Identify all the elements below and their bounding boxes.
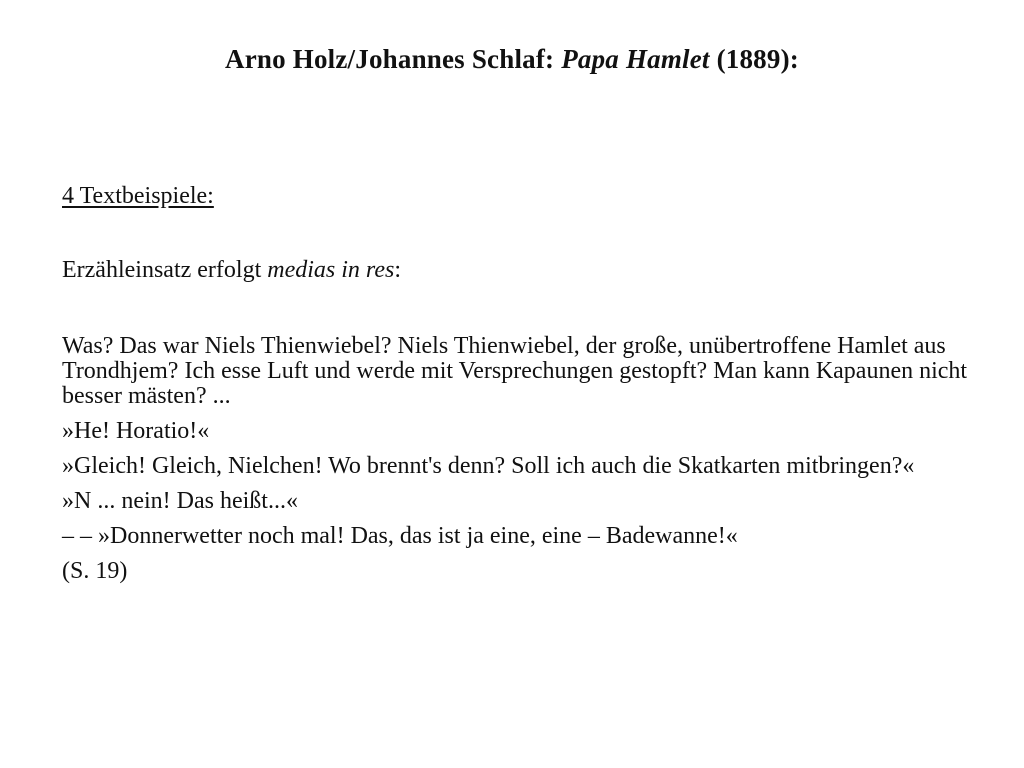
section-subheading: 4 Textbeispiele: (62, 183, 214, 209)
quote-paragraph: »N ... nein! Das heißt...« (62, 488, 298, 514)
lead-prefix: Erzähleinsatz erfolgt (62, 257, 268, 283)
title-year: (1889): (709, 44, 799, 74)
title-work: Papa Hamlet (561, 44, 710, 74)
quote-paragraph: Was? Das war Niels Thienwiebel? Niels Thienwiebel, der große, unübertroffene Hamlet aus Trondhjem? Ich esse Luft und werde mit Versprechungen gestopft? Man kann Kapaunen nicht besser mästen? ... (62, 333, 968, 409)
lead-suffix: : (394, 257, 402, 283)
title-authors: Arno Holz/Johannes Schlaf: (225, 44, 562, 74)
quote-paragraph: – – »Donnerwetter noch mal! Das, das ist ja eine, eine – Badewanne!« (62, 523, 738, 549)
quote-block (62, 334, 982, 594)
quote-paragraph: »He! Horatio!« (62, 418, 210, 444)
lead-sentence (62, 257, 401, 284)
lead-emphasis: medias in res (267, 257, 395, 283)
quote-paragraph: »Gleich! Gleich, Nielchen! Wo brennt's denn? Soll ich auch die Skatkarten mitbringen?« (62, 453, 915, 479)
page-reference: (S. 19) (62, 558, 128, 584)
slide-title (0, 44, 1024, 75)
